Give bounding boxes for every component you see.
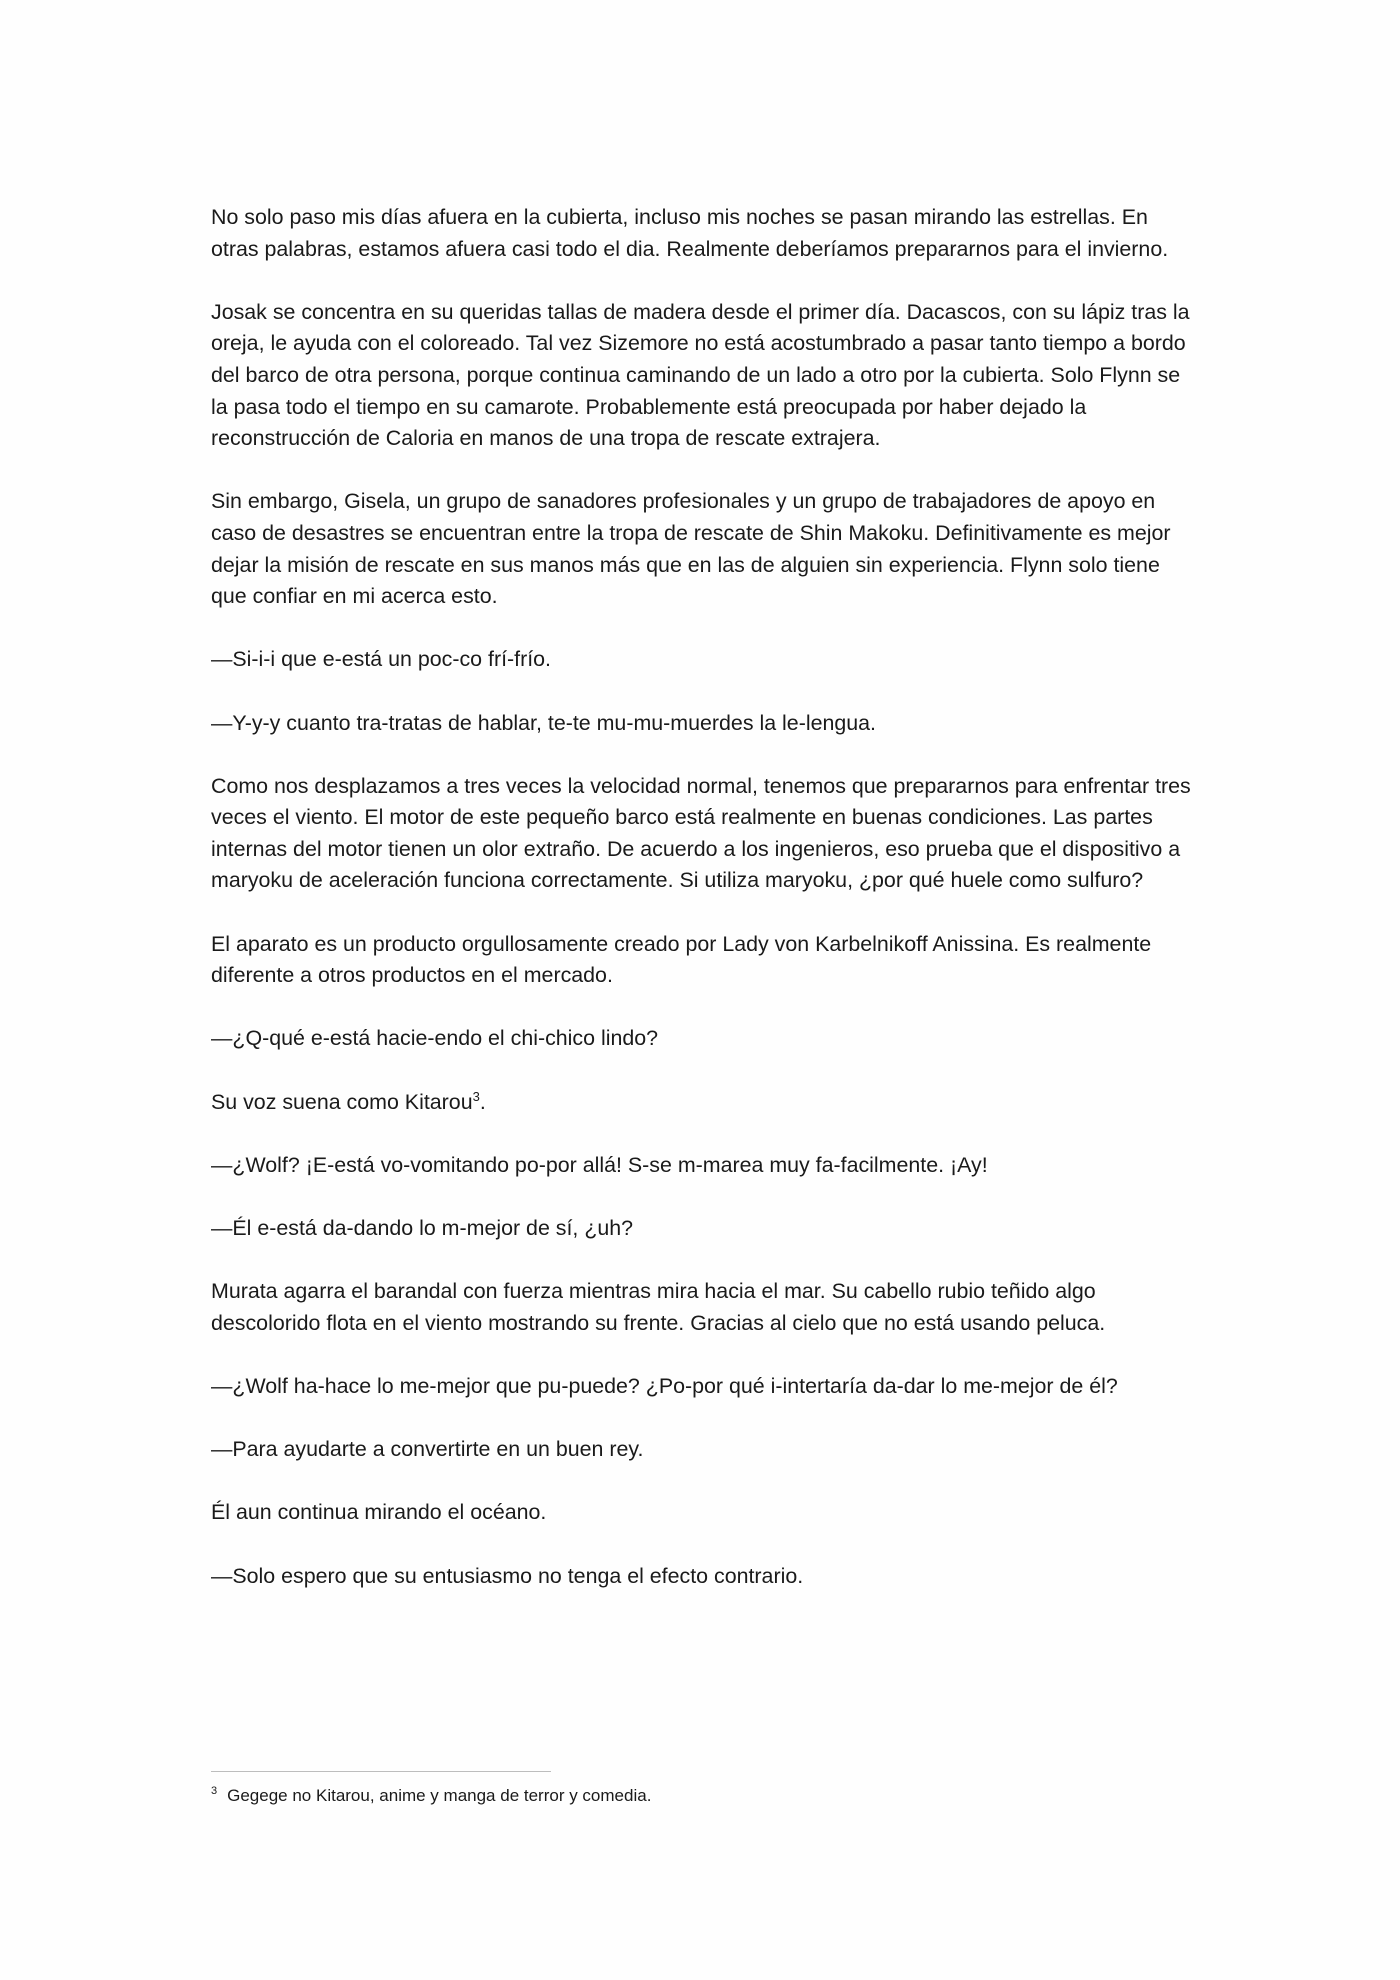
footnote-text: Gegege no Kitarou, anime y manga de terror y comedia. (227, 1786, 652, 1805)
footnote-number: 3 (211, 1785, 218, 1798)
dialogue-line: —Para ayudarte a convertirte en un buen rey. (211, 1437, 644, 1462)
paragraph-with-footnote-ref (211, 1087, 1196, 1119)
footnote-reference[interactable]: 3 (472, 1088, 480, 1104)
paragraph: Murata agarra el barandal con fuerza mientras mira hacia el mar. Su cabello rubio teñido algo descolorido flota en el viento mostrando su frente. Gracias al cielo que no está usando peluca. (211, 1279, 1106, 1335)
footnote (211, 1784, 1196, 1808)
paragraph: Él aun continua mirando el océano. (211, 1500, 547, 1525)
paragraph: Sin embargo, Gisela, un grupo de sanadores profesionales y un grupo de trabajadores de apoyo en caso de desastres se encuentran entre la tropa de rescate de Shin Makoku. Definitivamente es mejor dejar la misión de rescate en sus manos más que en las de alguien sin experiencia. Flynn solo tiene que confiar en mi acerca esto. (211, 489, 1171, 609)
paragraph: Josak se concentra en su queridas tallas de madera desde el primer día. Dacascos, con su lápiz tras la oreja, le ayuda con el coloreado. Tal vez Sizemore no está acostumbrado a pasar tanto tiempo a bordo del barco de otra persona, porque continua caminando de un lado a otro por la cubierta. Solo Flynn se la pasa todo el tiempo en su camarote. Probablemente está preocupada por haber dejado la reconstrucción de Caloria en manos de una tropa de rescate extrajera. (211, 299, 1190, 451)
footnote-separator (211, 1771, 551, 1772)
paragraph: El aparato es un producto orgullosamente creado por Lady von Karbelnikoff Anissina. Es realmente diferente a otros productos en el mercado. (211, 931, 1152, 988)
paragraph-end: . (479, 1089, 486, 1114)
dialogue-line: —¿Wolf ha-hace lo me-mejor que pu-puede? ¿Po-por qué i-intertaría da-dar lo me-mejor de él? (211, 1373, 1118, 1398)
dialogue-line: —Y-y-y cuanto tra-tratas de hablar, te-te mu-mu-muerdes la le-lengua. (211, 710, 876, 735)
dialogue-line: —Solo espero que su entusiasmo no tenga el efecto contrario. (211, 1563, 804, 1588)
paragraph: Como nos desplazamos a tres veces la velocidad normal, tenemos que prepararnos para enfrentar tres veces el viento. El motor de este pequeño barco está realmente en buenas condiciones. Las partes internas del motor tienen un olor extraño. De acuerdo a los ingenieros, eso prueba que el dispositivo a maryoku de aceleración funciona correctamente. Si utiliza maryoku, ¿por qué huele como sulfuro? (211, 773, 1191, 893)
dialogue-line: —Si-i-i que e-está un poc-co frí-frío. (211, 647, 551, 672)
dialogue-line: —¿Q-qué e-está hacie-endo el chi-chico lindo? (211, 1026, 659, 1051)
paragraph: No solo paso mis días afuera en la cubierta, incluso mis noches se pasan mirando las estrellas. En otras palabras, estamos afuera casi todo el dia. Realmente deberíamos prepararnos para el invierno. (211, 205, 1169, 261)
dialogue-line: —Él e-está da-dando lo m-mejor de sí, ¿uh? (211, 1216, 634, 1240)
paragraph-text: Su voz suena como Kitarou (211, 1089, 473, 1114)
dialogue-line: —¿Wolf? ¡E-está vo-vomitando po-por allá! S-se m-marea muy fa-facilmente. ¡Ay! (211, 1152, 988, 1177)
body-text (211, 202, 1196, 1624)
